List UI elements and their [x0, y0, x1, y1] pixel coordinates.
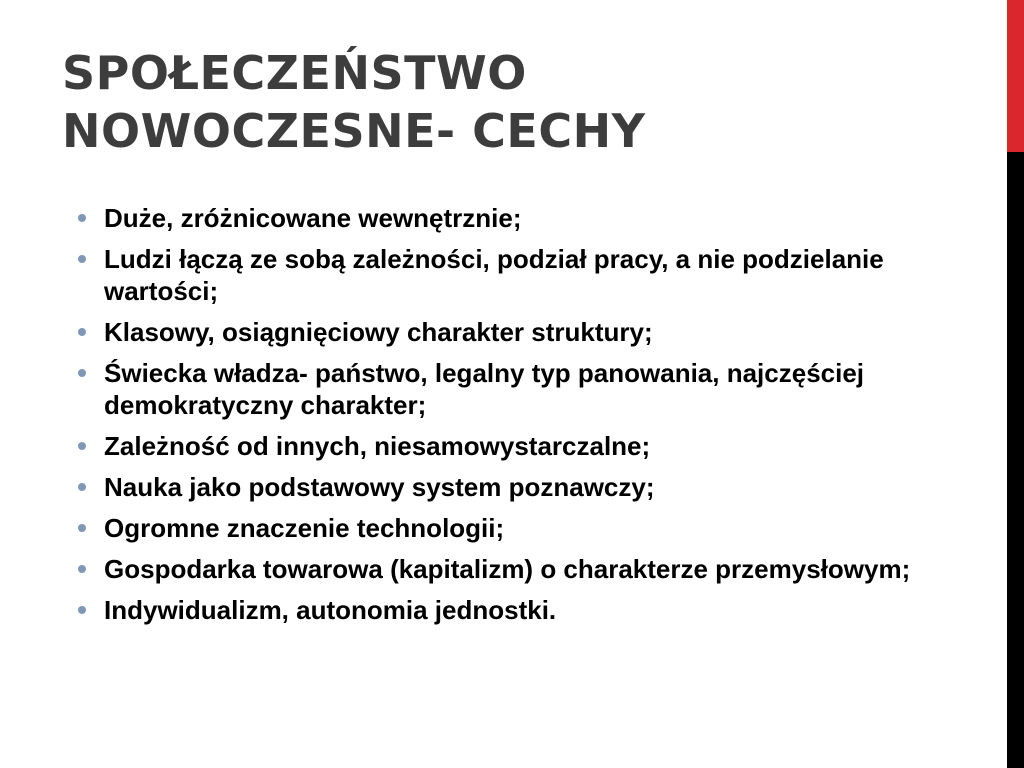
bullet-item	[78, 594, 938, 626]
bullet-dot-icon	[78, 442, 86, 450]
bullet-item	[78, 357, 938, 421]
bullet-text: Nauka jako podstawowy system poznawczy;	[104, 472, 655, 502]
accent-bar-red	[1007, 0, 1024, 152]
bullet-dot-icon	[78, 606, 86, 614]
bullet-item	[78, 430, 938, 462]
bullet-dot-icon	[78, 214, 86, 222]
accent-bar-black	[1007, 152, 1024, 768]
bullet-dot-icon	[78, 369, 86, 377]
bullet-item	[78, 471, 938, 503]
bullet-item	[78, 512, 938, 544]
bullet-dot-icon	[78, 565, 86, 573]
bullet-dot-icon	[78, 255, 86, 263]
bullet-text: Świecka władza- państwo, legalny typ panowania, najczęściej demokratyczny charakter;	[104, 358, 865, 420]
bullet-item	[78, 316, 938, 348]
bullet-list	[78, 202, 938, 635]
bullet-text: Indywidualizm, autonomia jednostki.	[104, 595, 557, 625]
bullet-dot-icon	[78, 328, 86, 336]
bullet-text: Ogromne znaczenie technologii;	[104, 513, 505, 543]
bullet-item	[78, 553, 938, 585]
bullet-text: Duże, zróżnicowane wewnętrznie;	[104, 203, 522, 233]
bullet-dot-icon	[78, 524, 86, 532]
bullet-dot-icon	[78, 483, 86, 491]
bullet-text: Klasowy, osiągnięciowy charakter struktury;	[104, 317, 653, 347]
slide-title: SPOŁECZEŃSTWO NOWOCZESNE- CECHY	[62, 46, 646, 158]
bullet-text: Ludzi łączą ze sobą zależności, podział pracy, a nie podzielanie wartości;	[104, 244, 884, 306]
bullet-item	[78, 202, 938, 234]
bullet-text: Zależność od innych, niesamowystarczalne;	[104, 431, 651, 461]
bullet-item	[78, 243, 938, 307]
bullet-text: Gospodarka towarowa (kapitalizm) o charakterze przemysłowym;	[104, 554, 911, 584]
